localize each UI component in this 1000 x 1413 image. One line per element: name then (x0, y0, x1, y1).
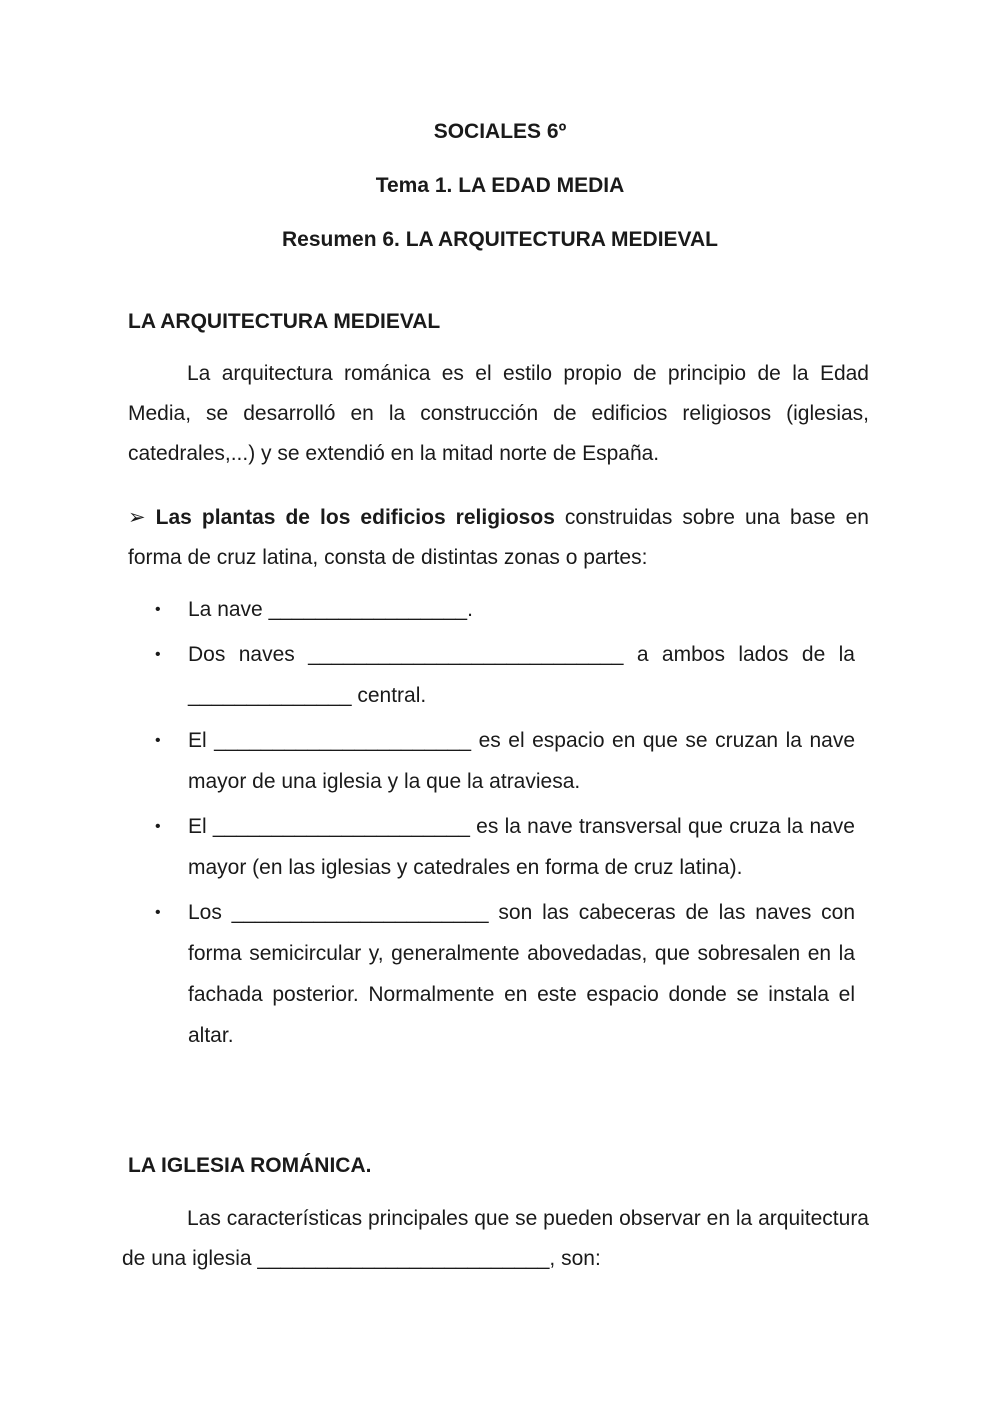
summary-title: Resumen 6. LA ARQUITECTURA MEDIEVAL (282, 228, 718, 251)
bullet-icon: • (155, 818, 161, 835)
list-item (128, 720, 855, 802)
list-item (128, 806, 855, 888)
section-architecture-heading: LA ARQUITECTURA MEDIEVAL (128, 310, 441, 333)
church-parts-list (128, 589, 855, 1056)
plants-bold-text: Las plantas de los edificios religiosos (155, 506, 555, 529)
romanesque-intro-paragraph: Las características principales que se pueden observar en la arquitectura de una iglesia _________________________, son: (122, 1207, 869, 1270)
bullet-icon: • (155, 904, 161, 921)
plants-paragraph (128, 498, 869, 578)
list-item-text: El ______________________ es la nave transversal que cruza la nave mayor (en las iglesias y catedrales en forma de cruz latina). (188, 815, 855, 879)
list-item (128, 892, 855, 1056)
list-item-text: El ______________________ es el espacio en que se cruzan la nave mayor de una iglesia y la que la atraviesa. (188, 729, 855, 793)
section-romanesque-heading: LA IGLESIA ROMÁNICA. (128, 1154, 372, 1177)
list-item (128, 634, 855, 716)
arrow-bullet-icon: ➢ (128, 506, 146, 529)
topic-title: Tema 1. LA EDAD MEDIA (375, 174, 625, 197)
list-item (128, 589, 855, 630)
bullet-icon: • (155, 646, 161, 663)
list-item-text: Dos naves ___________________________ a ambos lados de la ______________ central. (188, 643, 855, 707)
list-item-text: Los ______________________ son las cabeceras de las naves con forma semicircular y, generalmente abovedadas, que sobresalen en la fachada posterior. Normalmente en este espacio donde se instala el altar. (188, 901, 855, 1047)
plants-rest-text: construidas sobre una base en forma de cruz latina, consta de distintas zonas o partes: (128, 506, 869, 569)
subject-title: SOCIALES 6º (433, 120, 567, 143)
bullet-icon: • (155, 601, 161, 618)
list-item-text: La nave _________________. (188, 598, 473, 621)
architecture-intro-paragraph: La arquitectura románica es el estilo propio de principio de la Edad Media, se desarrolló en la construcción de edificios religiosos (iglesias, catedrales,...) y se extendió en la mitad norte de España. (128, 362, 869, 465)
bullet-icon: • (155, 732, 161, 749)
